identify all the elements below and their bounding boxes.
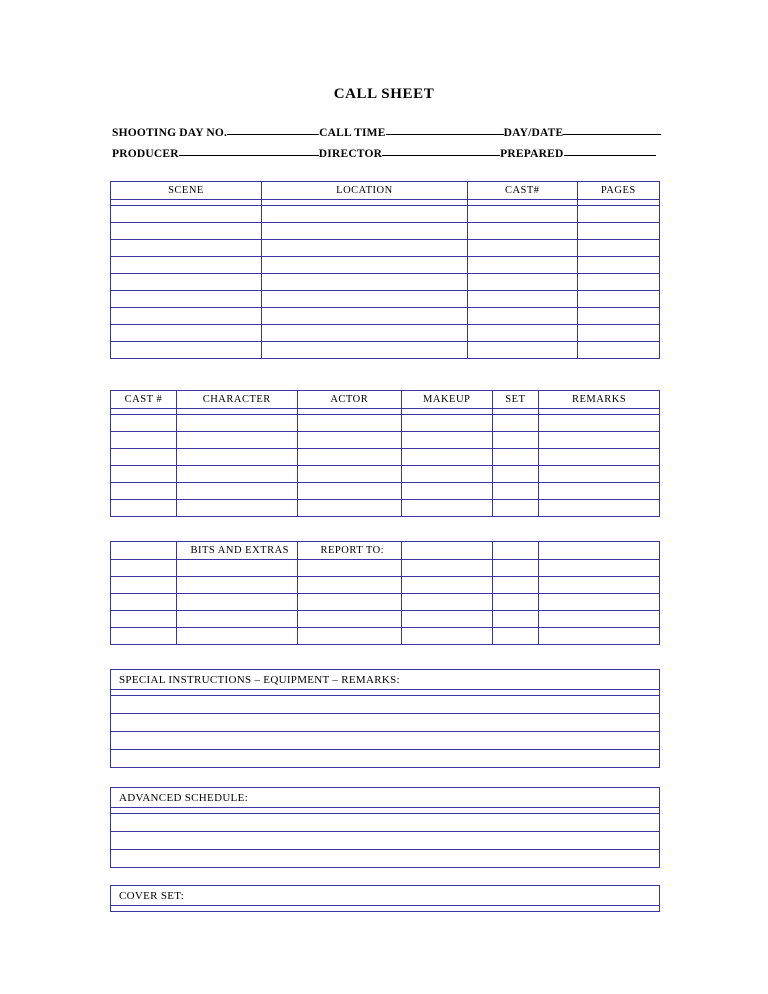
table-row — [111, 449, 660, 466]
extras-cell-r1-c3[interactable] — [401, 577, 492, 594]
extras-cell-r3-c3[interactable] — [401, 611, 492, 628]
scene-cell-r0-c1[interactable] — [261, 206, 467, 223]
scene-cell-r3-c0[interactable] — [111, 257, 262, 274]
extras-cell-r2-c2[interactable] — [297, 594, 401, 611]
extras-cell-r1-c0[interactable] — [111, 577, 177, 594]
special-instructions-body — [111, 670, 660, 768]
cast-cell-r4-c1[interactable] — [176, 483, 297, 500]
table-row — [111, 483, 660, 500]
extras-cell-r4-c1[interactable] — [176, 628, 297, 645]
cast-table — [110, 390, 660, 517]
cast-table-head — [111, 391, 660, 409]
scene-cell-r7-c2[interactable] — [467, 325, 577, 342]
scene-cell-r4-c1[interactable] — [261, 274, 467, 291]
cover-spacer-row — [111, 906, 660, 912]
scene-cell-r4-c3[interactable] — [577, 274, 659, 291]
scene-cell-r7-c0[interactable] — [111, 325, 262, 342]
list-item — [111, 850, 660, 868]
advanced-schedule-section — [110, 787, 660, 868]
extras-cell-r2-c1[interactable] — [176, 594, 297, 611]
list-item — [111, 750, 660, 768]
extras-cell-r3-c1[interactable] — [176, 611, 297, 628]
list-item — [111, 732, 660, 750]
header-label-row2-2: PREPARED — [500, 148, 564, 160]
cast-cell-r4-c4[interactable] — [492, 483, 539, 500]
scene-cell-r6-c0[interactable] — [111, 308, 262, 325]
cover-title: COVER SET: — [111, 886, 660, 906]
header-input-row2-2[interactable] — [564, 144, 656, 156]
extras-cell-r3-c0[interactable] — [111, 611, 177, 628]
extras-header-blank-0 — [111, 542, 177, 560]
scene-header-3: PAGES — [577, 182, 659, 200]
special-instructions-section — [110, 669, 660, 768]
cast-cell-r5-c2[interactable] — [297, 500, 401, 517]
cast-cell-r4-c2[interactable] — [297, 483, 401, 500]
scene-header-0: SCENE — [111, 182, 262, 200]
scene-cell-r6-c3[interactable] — [577, 308, 659, 325]
extras-header-row — [111, 542, 660, 560]
extras-table-body — [111, 560, 660, 645]
cast-cell-r1-c5[interactable] — [539, 432, 660, 449]
header-fields — [112, 123, 648, 165]
extras-cell-r4-c5[interactable] — [539, 628, 660, 645]
table-row — [111, 240, 660, 257]
page-title: CALL SHEET — [333, 86, 435, 102]
extras-cell-r2-c3[interactable] — [401, 594, 492, 611]
special-line-3[interactable] — [111, 750, 660, 768]
scene-cell-r0-c3[interactable] — [577, 206, 659, 223]
special-line-0[interactable] — [111, 696, 660, 714]
extras-table-head — [111, 542, 660, 560]
cast-cell-r3-c1[interactable] — [176, 466, 297, 483]
table-row — [111, 223, 660, 240]
table-row — [111, 342, 660, 359]
cover-title-row — [111, 886, 660, 906]
cast-cell-r2-c4[interactable] — [492, 449, 539, 466]
cover-set-section — [110, 885, 660, 912]
scene-cell-r2-c3[interactable] — [577, 240, 659, 257]
scene-cell-r1-c2[interactable] — [467, 223, 577, 240]
cast-cell-r2-c0[interactable] — [111, 449, 177, 466]
cast-cell-r1-c0[interactable] — [111, 432, 177, 449]
extras-cell-r0-c4[interactable] — [492, 560, 539, 577]
scene-cell-r5-c2[interactable] — [467, 291, 577, 308]
cast-cell-r1-c3[interactable] — [401, 432, 492, 449]
table-row — [111, 432, 660, 449]
scene-cell-r3-c3[interactable] — [577, 257, 659, 274]
cast-cell-r5-c1[interactable] — [176, 500, 297, 517]
list-item — [111, 814, 660, 832]
cast-cell-r3-c3[interactable] — [401, 466, 492, 483]
header-label-row2-1: DIRECTOR — [318, 148, 383, 160]
scene-cell-r3-c1[interactable] — [261, 257, 467, 274]
cast-cell-r0-c4[interactable] — [492, 415, 539, 432]
table-row — [111, 415, 660, 432]
table-row — [111, 257, 660, 274]
header-input-row1-0[interactable] — [227, 123, 319, 135]
scene-cell-r8-c2[interactable] — [467, 342, 577, 359]
scene-cell-r4-c0[interactable] — [111, 274, 262, 291]
cast-cell-r5-c3[interactable] — [401, 500, 492, 517]
table-row — [111, 611, 660, 628]
scene-cell-r5-c3[interactable] — [577, 291, 659, 308]
extras-cell-r3-c4[interactable] — [492, 611, 539, 628]
list-item — [111, 696, 660, 714]
scene-cell-r7-c1[interactable] — [261, 325, 467, 342]
list-item — [111, 832, 660, 850]
scene-header-2: CAST# — [467, 182, 577, 200]
header-label-row1-1: CALL TIME — [319, 127, 386, 139]
scene-table-head — [111, 182, 660, 200]
table-row — [111, 308, 660, 325]
cast-header-3: MAKEUP — [401, 391, 492, 409]
extras-header-blank-5 — [539, 542, 660, 560]
advanced-title-row — [111, 788, 660, 808]
extras-cell-r4-c2[interactable] — [297, 628, 401, 645]
cover-spacer-cell — [111, 906, 660, 912]
scene-header-row — [111, 182, 660, 200]
extras-cell-r0-c1[interactable] — [176, 560, 297, 577]
cast-cell-r0-c5[interactable] — [539, 415, 660, 432]
table-row — [111, 325, 660, 342]
extras-cell-r3-c5[interactable] — [539, 611, 660, 628]
extras-cell-r4-c0[interactable] — [111, 628, 177, 645]
scene-cell-r1-c3[interactable] — [577, 223, 659, 240]
cast-header-4: SET — [492, 391, 539, 409]
bits-and-extras-table — [110, 541, 660, 645]
scene-cell-r5-c0[interactable] — [111, 291, 262, 308]
scene-header-1: LOCATION — [261, 182, 467, 200]
extras-cell-r3-c2[interactable] — [297, 611, 401, 628]
cast-cell-r3-c5[interactable] — [539, 466, 660, 483]
cast-cell-r2-c2[interactable] — [297, 449, 401, 466]
special-title-row — [111, 670, 660, 690]
cast-cell-r2-c5[interactable] — [539, 449, 660, 466]
cast-table-body — [111, 409, 660, 517]
cast-cell-r0-c1[interactable] — [176, 415, 297, 432]
header-label-row1-2: DAY/DATE — [503, 127, 564, 139]
special-title: SPECIAL INSTRUCTIONS – EQUIPMENT – REMARKS: — [111, 670, 660, 690]
extras-cell-r4-c4[interactable] — [492, 628, 539, 645]
scene-cell-r5-c1[interactable] — [261, 291, 467, 308]
table-row — [111, 594, 660, 611]
extras-cell-r1-c5[interactable] — [539, 577, 660, 594]
table-row — [111, 206, 660, 223]
table-row — [111, 274, 660, 291]
table-row — [111, 577, 660, 594]
extras-cell-r1-c1[interactable] — [176, 577, 297, 594]
extras-cell-r4-c3[interactable] — [401, 628, 492, 645]
cast-header-row — [111, 391, 660, 409]
cast-cell-r0-c2[interactable] — [297, 415, 401, 432]
extras-cell-r0-c0[interactable] — [111, 560, 177, 577]
extras-cell-r0-c3[interactable] — [401, 560, 492, 577]
cast-cell-r5-c0[interactable] — [111, 500, 177, 517]
scene-cell-r4-c2[interactable] — [467, 274, 577, 291]
cast-cell-r3-c0[interactable] — [111, 466, 177, 483]
extras-header-blank-3 — [401, 542, 492, 560]
table-row — [111, 560, 660, 577]
scene-cell-r6-c1[interactable] — [261, 308, 467, 325]
extras-cell-r1-c4[interactable] — [492, 577, 539, 594]
advanced-title: ADVANCED SCHEDULE: — [111, 788, 660, 808]
header-input-row1-2[interactable] — [563, 123, 661, 135]
scene-cell-r8-c0[interactable] — [111, 342, 262, 359]
list-item — [111, 714, 660, 732]
extras-header-blank-4 — [492, 542, 539, 560]
table-row — [111, 466, 660, 483]
advanced-line-1[interactable] — [111, 832, 660, 850]
scene-table-body — [111, 200, 660, 359]
header-input-row2-0[interactable] — [179, 144, 319, 156]
scene-cell-r0-c0[interactable] — [111, 206, 262, 223]
scene-cell-r1-c1[interactable] — [261, 223, 467, 240]
extras-cell-r1-c2[interactable] — [297, 577, 401, 594]
scene-cell-r7-c3[interactable] — [577, 325, 659, 342]
scene-schedule-table — [110, 181, 660, 359]
scene-cell-r8-c3[interactable] — [577, 342, 659, 359]
special-line-2[interactable] — [111, 732, 660, 750]
extras-cell-r2-c0[interactable] — [111, 594, 177, 611]
scene-cell-r6-c2[interactable] — [467, 308, 577, 325]
header-field-row-2 — [112, 144, 648, 165]
cast-cell-r4-c3[interactable] — [401, 483, 492, 500]
cast-cell-r0-c0[interactable] — [111, 415, 177, 432]
table-row — [111, 500, 660, 517]
header-input-row2-1[interactable] — [382, 144, 500, 156]
header-label-row1-0: SHOOTING DAY NO. — [112, 127, 228, 139]
cast-cell-r2-c3[interactable] — [401, 449, 492, 466]
cast-cell-r4-c0[interactable] — [111, 483, 177, 500]
scene-cell-r2-c2[interactable] — [467, 240, 577, 257]
cast-cell-r5-c4[interactable] — [492, 500, 539, 517]
cast-cell-r1-c2[interactable] — [297, 432, 401, 449]
special-line-1[interactable] — [111, 714, 660, 732]
cast-header-2: ACTOR — [297, 391, 401, 409]
scene-cell-r2-c0[interactable] — [111, 240, 262, 257]
scene-cell-r3-c2[interactable] — [467, 257, 577, 274]
cast-header-5: REMARKS — [539, 391, 660, 409]
advanced-line-2[interactable] — [111, 850, 660, 868]
extras-cell-r0-c2[interactable] — [297, 560, 401, 577]
cast-cell-r4-c5[interactable] — [539, 483, 660, 500]
advanced-line-0[interactable] — [111, 814, 660, 832]
extras-cell-r2-c5[interactable] — [539, 594, 660, 611]
cast-cell-r3-c4[interactable] — [492, 466, 539, 483]
table-row — [111, 628, 660, 645]
extras-header-1: BITS AND EXTRAS — [176, 542, 297, 560]
extras-cell-r2-c4[interactable] — [492, 594, 539, 611]
scene-cell-r0-c2[interactable] — [467, 206, 577, 223]
cast-cell-r1-c1[interactable] — [176, 432, 297, 449]
cast-cell-r0-c3[interactable] — [401, 415, 492, 432]
scene-cell-r8-c1[interactable] — [261, 342, 467, 359]
scene-cell-r1-c0[interactable] — [111, 223, 262, 240]
cast-cell-r5-c5[interactable] — [539, 500, 660, 517]
cast-cell-r3-c2[interactable] — [297, 466, 401, 483]
scene-cell-r2-c1[interactable] — [261, 240, 467, 257]
cover-set-body — [111, 886, 660, 912]
cast-header-1: CHARACTER — [176, 391, 297, 409]
header-input-row1-1[interactable] — [386, 123, 504, 135]
cast-cell-r1-c4[interactable] — [492, 432, 539, 449]
header-label-row2-0: PRODUCER — [112, 148, 179, 160]
advanced-schedule-body — [111, 788, 660, 868]
header-field-row-1 — [112, 123, 648, 144]
table-row — [111, 291, 660, 308]
extras-header-2: REPORT TO: — [297, 542, 401, 560]
extras-cell-r0-c5[interactable] — [539, 560, 660, 577]
cast-header-0: CAST # — [111, 391, 177, 409]
cast-cell-r2-c1[interactable] — [176, 449, 297, 466]
